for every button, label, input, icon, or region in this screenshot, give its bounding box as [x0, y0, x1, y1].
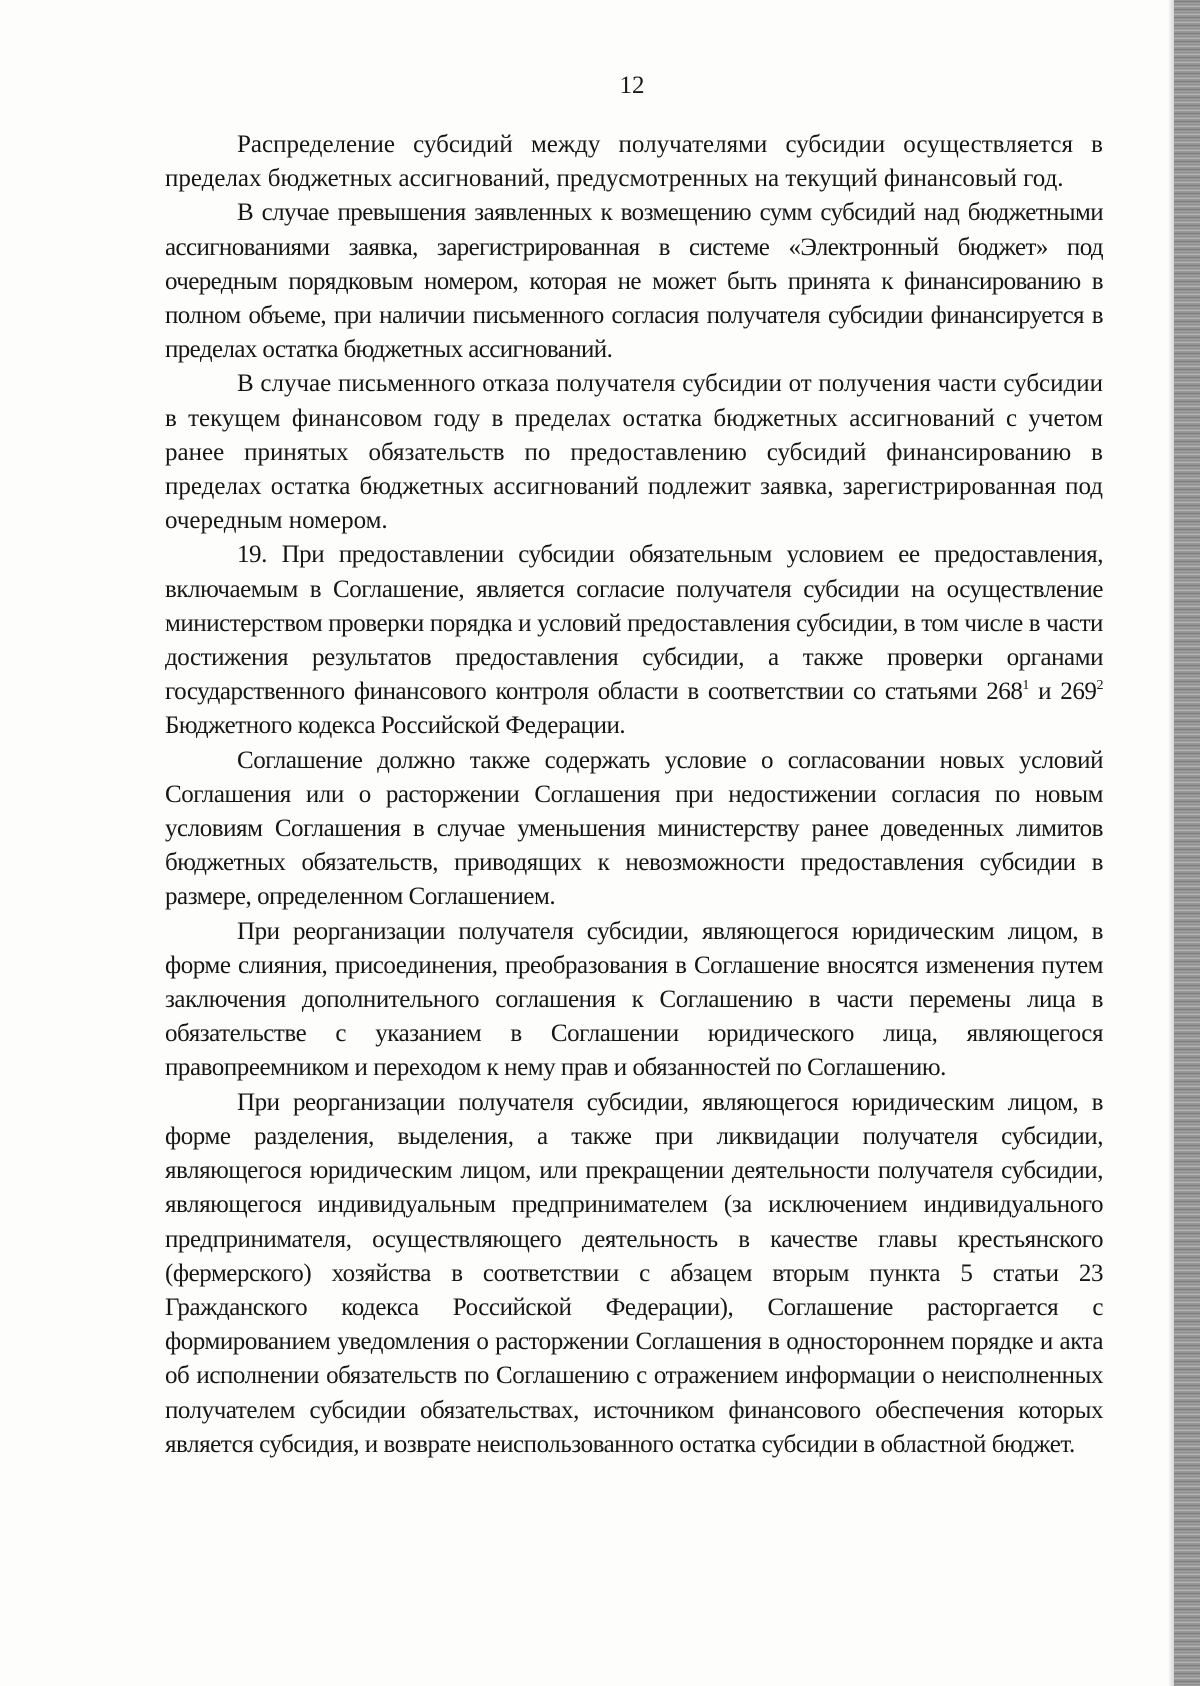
page-number: 12: [619, 72, 645, 99]
scan-edge: [1174, 0, 1200, 1686]
item-19-text-before: 19. При предоставлении субсидии обязательным условием ее предоставления, включаемым в Соглашение, является согласие получателя субсидии на осуществление министерством проверки порядка и условий предоставления субсидии, в том числе в части достижения результатов предоставления субсидии, а также проверки органами государственного финансового контроля области в соответствии со статьями 268: [165, 541, 1103, 706]
article-269-superscript: 2: [1096, 678, 1103, 694]
item-19-text-after: Бюджетного кодекса Российской Федерации.: [165, 712, 626, 740]
paragraph-item-19: [165, 538, 1103, 743]
paragraph-reorganization-liquidation: При реорганизации получателя субсидии, являющегося юридическим лицом, в форме разделения, выделения, а также при ликвидации получателя субсидии, являющегося юридическим лицом, или прекращении деятельности получателя субсидии, являющегося индивидуальным предпринимателем (за исключением индивидуального предпринимателя, осуществляющего деятельность в качестве главы крестьянского (фермерского) хозяйства в соответствии с абзацем вторым пункта 5 статьи 23 Гражданского кодекса Российской Федерации), Соглашение расторгается с формированием уведомления о расторжении Соглашения в одностороннем порядке и акта об исполнении обязательств по Соглашению с отражением информации о неисполненных получателем субсидии обязательствах, источником финансового обеспечения которых является субсидия, и возврате неиспользованного остатка субсидии в областной бюджет.: [165, 1088, 1103, 1458]
paragraph-excess-claims: В случае превышения заявленных к возмещению сумм субсидий над бюджетными ассигнованиями заявка, зарегистрированная в системе «Электронный бюджет» под очередным порядковым номером, которая не может быть принята к финансированию в полном объеме, при наличии письменного согласия получателя субсидии финансируется в пределах остатка бюджетных ассигнований.: [165, 199, 1103, 364]
paragraph-agreement-conditions: Соглашение должно также содержать условие о согласовании новых условий Соглашения или о расторжении Соглашения при недостижении согласия по новым условиям Соглашения в случае уменьшения министерству ранее доведенных лимитов бюджетных обязательств, приводящих к невозможности предоставления субсидии в размере, определенном Соглашением.: [165, 746, 1103, 911]
document-body: [165, 128, 1103, 1462]
item-19-text-middle: и 269: [1028, 678, 1097, 706]
paragraph-subsidy-distribution: Распределение субсидий между получателями субсидии осуществляется в пределах бюджетных ассигнований, предусмотренных на текущий финансовый год.: [165, 131, 1103, 193]
article-268-superscript: 1: [1022, 678, 1029, 694]
paragraph-written-refusal: В случае письменного отказа получателя субсидии от получения части субсидии в текущем финансовом году в пределах остатка бюджетных ассигнований с учетом ранее принятых обязательств по предоставлению субсидий финансированию в пределах остатка бюджетных ассигнований подлежит заявка, зарегистрированная под очередным номером.: [165, 370, 1103, 535]
paragraph-reorganization-merger: При реорганизации получателя субсидии, являющегося юридическим лицом, в форме слияния, присоединения, преобразования в Соглашение вносятся изменения путем заключения дополнительного соглашения к Соглашению в части перемены лица в обязательстве с указанием в Соглашении юридического лица, являющегося правопреемником и переходом к нему прав и обязанностей по Соглашению.: [165, 917, 1103, 1082]
